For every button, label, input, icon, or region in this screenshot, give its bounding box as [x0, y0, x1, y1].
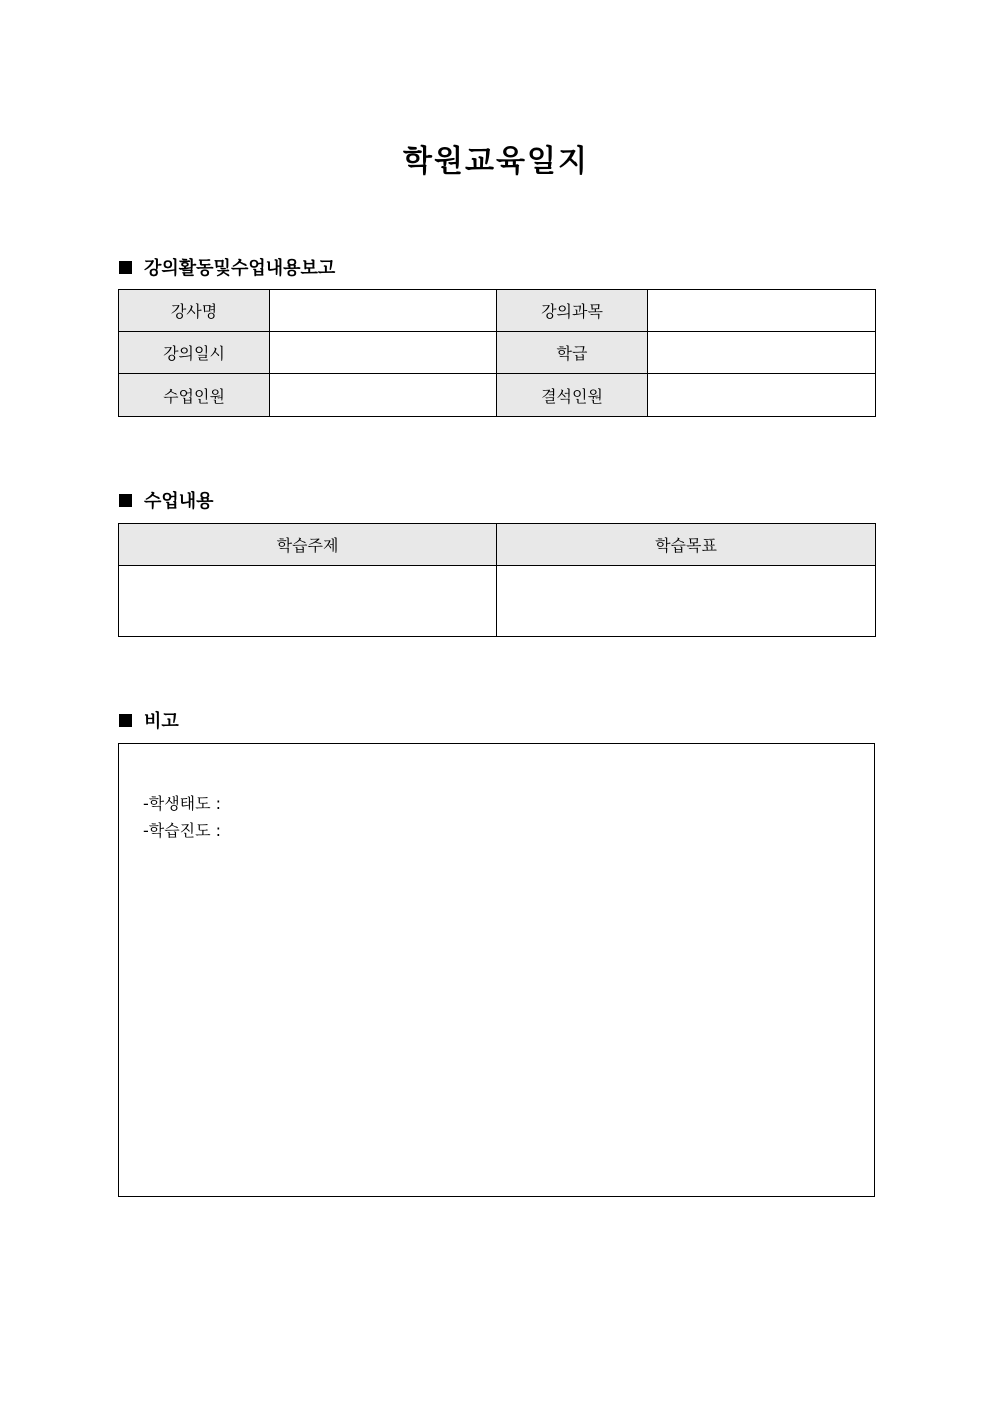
square-bullet-icon [119, 714, 132, 727]
remark-student-attitude: -학생태도 : [143, 794, 222, 813]
header-learning-goal: 학습목표 [497, 524, 876, 566]
label-absentees: 결석인원 [497, 374, 648, 417]
section-heading-report [119, 254, 335, 280]
report-table [118, 289, 876, 417]
section-heading-remarks [119, 707, 179, 733]
page-title: 학원교육일지 [403, 144, 589, 179]
field-lecture-datetime[interactable] [270, 332, 497, 374]
label-lecture-datetime: 강의일시 [119, 332, 270, 374]
section-heading-content [119, 487, 214, 513]
section-heading-report-label: 강의활동및수업내용보고 [144, 258, 336, 279]
field-learning-goal[interactable] [497, 566, 876, 637]
section-heading-content-label: 수업내용 [144, 491, 214, 512]
square-bullet-icon [119, 494, 132, 507]
label-class: 학급 [497, 332, 648, 374]
label-subject: 강의과목 [497, 290, 648, 332]
remarks-box[interactable] [118, 743, 875, 1197]
content-table [118, 523, 876, 637]
label-attendance: 수업인원 [119, 374, 270, 417]
field-subject[interactable] [648, 290, 876, 332]
table-row [119, 524, 876, 566]
header-learning-topic: 학습주제 [119, 524, 497, 566]
table-row [119, 566, 876, 637]
table-row [119, 332, 876, 374]
label-instructor: 강사명 [119, 290, 270, 332]
remark-learning-progress: -학습진도 : [143, 821, 222, 840]
table-row [119, 374, 876, 417]
table-row [119, 290, 876, 332]
field-absentees[interactable] [648, 374, 876, 417]
field-class[interactable] [648, 332, 876, 374]
field-instructor[interactable] [270, 290, 497, 332]
square-bullet-icon [119, 261, 132, 274]
section-heading-remarks-label: 비고 [144, 711, 179, 732]
field-attendance[interactable] [270, 374, 497, 417]
field-learning-topic[interactable] [119, 566, 497, 637]
